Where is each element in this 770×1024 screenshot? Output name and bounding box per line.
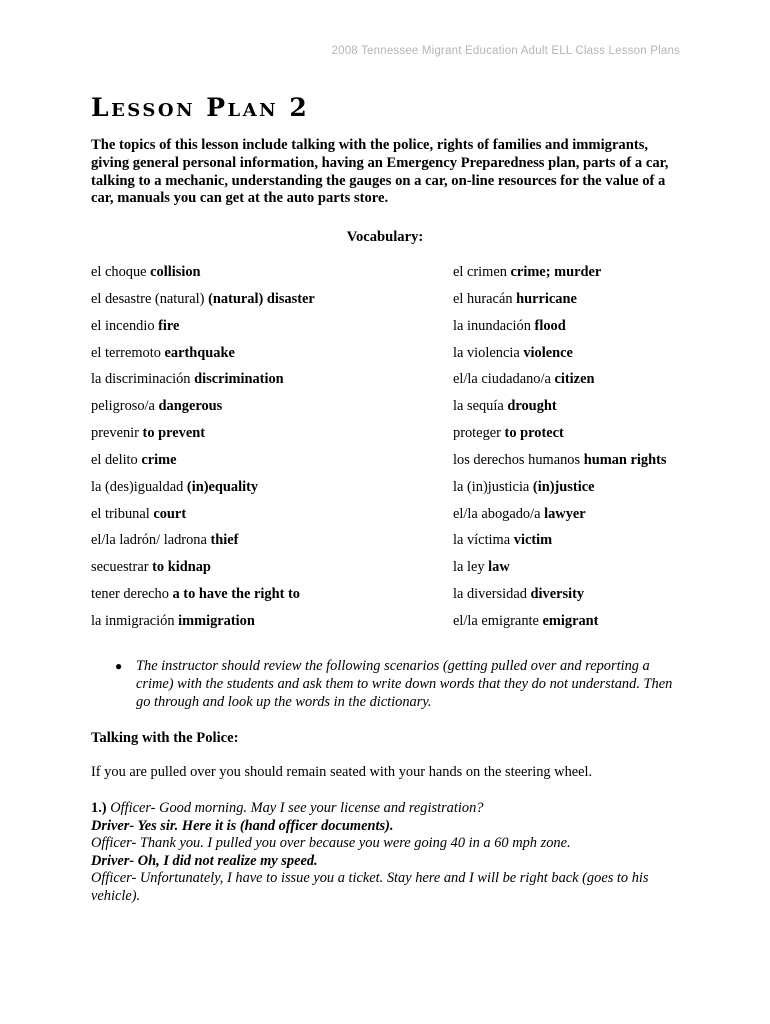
spanish-term: el huracán: [453, 290, 517, 307]
english-term: earthquake: [164, 344, 235, 361]
english-term: hurricane: [516, 290, 577, 307]
spanish-term: secuestrar: [91, 559, 153, 576]
vocabulary-list-right: [453, 262, 666, 638]
section-title: Talking with the Police:: [91, 730, 239, 746]
intro-paragraph: The topics of this lesson include talking with the police, rights of families and immigrants, giving general personal information, having an Emergency Preparedness plan, parts of a car, talking to a mechanic, understanding the gauges on a car, on-line resources for the value of a car, manuals you can get at the auto parts store.: [91, 137, 669, 207]
english-term: court: [153, 505, 187, 522]
spanish-term: el/la ladrón/ ladrona: [91, 532, 211, 549]
vocabulary-item: [453, 316, 666, 343]
vocabulary-item: [453, 262, 666, 289]
english-term: to kidnap: [152, 559, 211, 576]
spanish-term: la inmigración: [91, 612, 179, 629]
spanish-term: la discriminación: [91, 371, 195, 388]
spanish-term: la violencia: [453, 344, 524, 361]
vocabulary-item: [91, 262, 315, 289]
spanish-term: la diversidad: [453, 586, 531, 603]
bullet-icon: ●: [115, 659, 123, 673]
page-title: Lesson Plan 2: [91, 93, 310, 122]
english-term: discrimination: [194, 371, 284, 388]
spanish-term: el desastre (natural): [91, 290, 209, 307]
english-term: victim: [513, 532, 553, 549]
vocabulary-item: [91, 423, 315, 450]
spanish-term: el tribunal: [91, 505, 154, 522]
driver-line: Driver- Oh, I did not realize my speed.: [91, 852, 318, 869]
vocabulary-item: [453, 504, 666, 531]
vocabulary-item: [91, 450, 315, 477]
vocabulary-item: [453, 557, 666, 584]
english-term: dangerous: [158, 398, 223, 415]
vocabulary-item: [453, 343, 666, 370]
spanish-term: el terremoto: [91, 344, 165, 361]
vocabulary-item: [91, 343, 315, 370]
english-term: law: [488, 559, 510, 576]
spanish-term: la ley: [453, 559, 489, 576]
spanish-term: el crimen: [453, 264, 511, 280]
vocabulary-item: [91, 530, 315, 557]
spanish-term: la víctima: [453, 532, 514, 549]
english-term: diversity: [530, 586, 585, 603]
english-term: flood: [534, 317, 566, 334]
vocabulary-item: [453, 530, 666, 557]
vocabulary-list-left: [91, 262, 315, 638]
english-term: crime; murder: [510, 264, 602, 280]
english-term: (in)justice: [532, 478, 595, 495]
english-term: violence: [523, 344, 573, 361]
vocabulary-item: [91, 557, 315, 584]
english-term: crime: [141, 451, 177, 468]
instructor-note: [115, 658, 680, 711]
spanish-term: prevenir: [91, 425, 143, 442]
vocabulary-item: [91, 369, 315, 396]
page-header: 2008 Tennessee Migrant Education Adult ELL Class Lesson Plans: [331, 45, 680, 57]
vocabulary-item: [453, 396, 666, 423]
english-term: human rights: [583, 451, 667, 468]
vocabulary-item: [91, 289, 315, 316]
vocabulary-item: [91, 477, 315, 504]
instructor-note-text: The instructor should review the following scenarios (getting pulled over and reporting a crime) with the students and ask them to write down words that they do not understand. Then go through and look up the words in the dictionary.: [136, 658, 673, 710]
vocabulary-item: [91, 611, 315, 638]
spanish-term: el/la emigrante: [453, 612, 543, 629]
spanish-term: proteger: [453, 425, 505, 442]
vocabulary-item: [91, 584, 315, 611]
police-dialog: [91, 800, 676, 906]
spanish-term: el/la ciudadano/a: [453, 371, 555, 388]
spanish-term: la (des)igualdad: [91, 478, 187, 495]
spanish-term: el delito: [91, 451, 142, 468]
vocabulary-item: [91, 504, 315, 531]
english-term: to protect: [504, 425, 564, 442]
vocabulary-item: [453, 369, 666, 396]
dialog-line: [91, 800, 676, 818]
vocabulary-heading: Vocabulary:: [346, 229, 424, 245]
spanish-term: el choque: [91, 264, 151, 280]
english-term: lawyer: [544, 505, 586, 522]
spanish-term: peligroso/a: [91, 398, 159, 415]
vocabulary-item: [453, 611, 666, 638]
spanish-term: la inundación: [453, 317, 535, 334]
spanish-term: tener derecho: [91, 586, 173, 603]
instructor-note-list: [115, 658, 680, 711]
vocabulary-item: [453, 477, 666, 504]
vocabulary-item: [91, 396, 315, 423]
english-term: fire: [158, 317, 180, 334]
officer-line: Officer- Good morning. May I see your license and registration?: [106, 800, 484, 816]
spanish-term: la (in)justicia: [453, 478, 533, 495]
english-term: a to have the right to: [172, 586, 300, 603]
vocabulary-item: [453, 584, 666, 611]
spanish-term: el/la abogado/a: [453, 505, 545, 522]
vocabulary-item: [91, 316, 315, 343]
english-term: (natural) disaster: [208, 290, 315, 307]
spanish-term: el incendio: [91, 317, 159, 334]
section-paragraph: If you are pulled over you should remain seated with your hands on the steering wheel.: [91, 764, 593, 780]
english-term: emigrant: [542, 612, 599, 629]
vocabulary-item: [453, 423, 666, 450]
english-term: thief: [210, 532, 239, 549]
spanish-term: la sequía: [453, 398, 508, 415]
english-term: drought: [507, 398, 557, 415]
english-term: citizen: [554, 371, 595, 388]
officer-line: Officer- Thank you. I pulled you over because you were going 40 in a 60 mph zone.: [91, 835, 571, 852]
english-term: to prevent: [142, 425, 206, 442]
dialog-number: 1.): [91, 800, 107, 816]
english-term: collision: [150, 264, 201, 280]
driver-line: Driver- Yes sir. Here it is (hand officer documents).: [91, 817, 394, 834]
vocabulary-item: [453, 289, 666, 316]
officer-line: Officer- Unfortunately, I have to issue you a ticket. Stay here and I will be right back (goes to his vehicle).: [91, 870, 649, 904]
vocabulary-item: [453, 450, 666, 477]
spanish-term: los derechos humanos: [453, 451, 584, 468]
english-term: immigration: [178, 612, 255, 629]
english-term: (in)equality: [186, 478, 259, 495]
